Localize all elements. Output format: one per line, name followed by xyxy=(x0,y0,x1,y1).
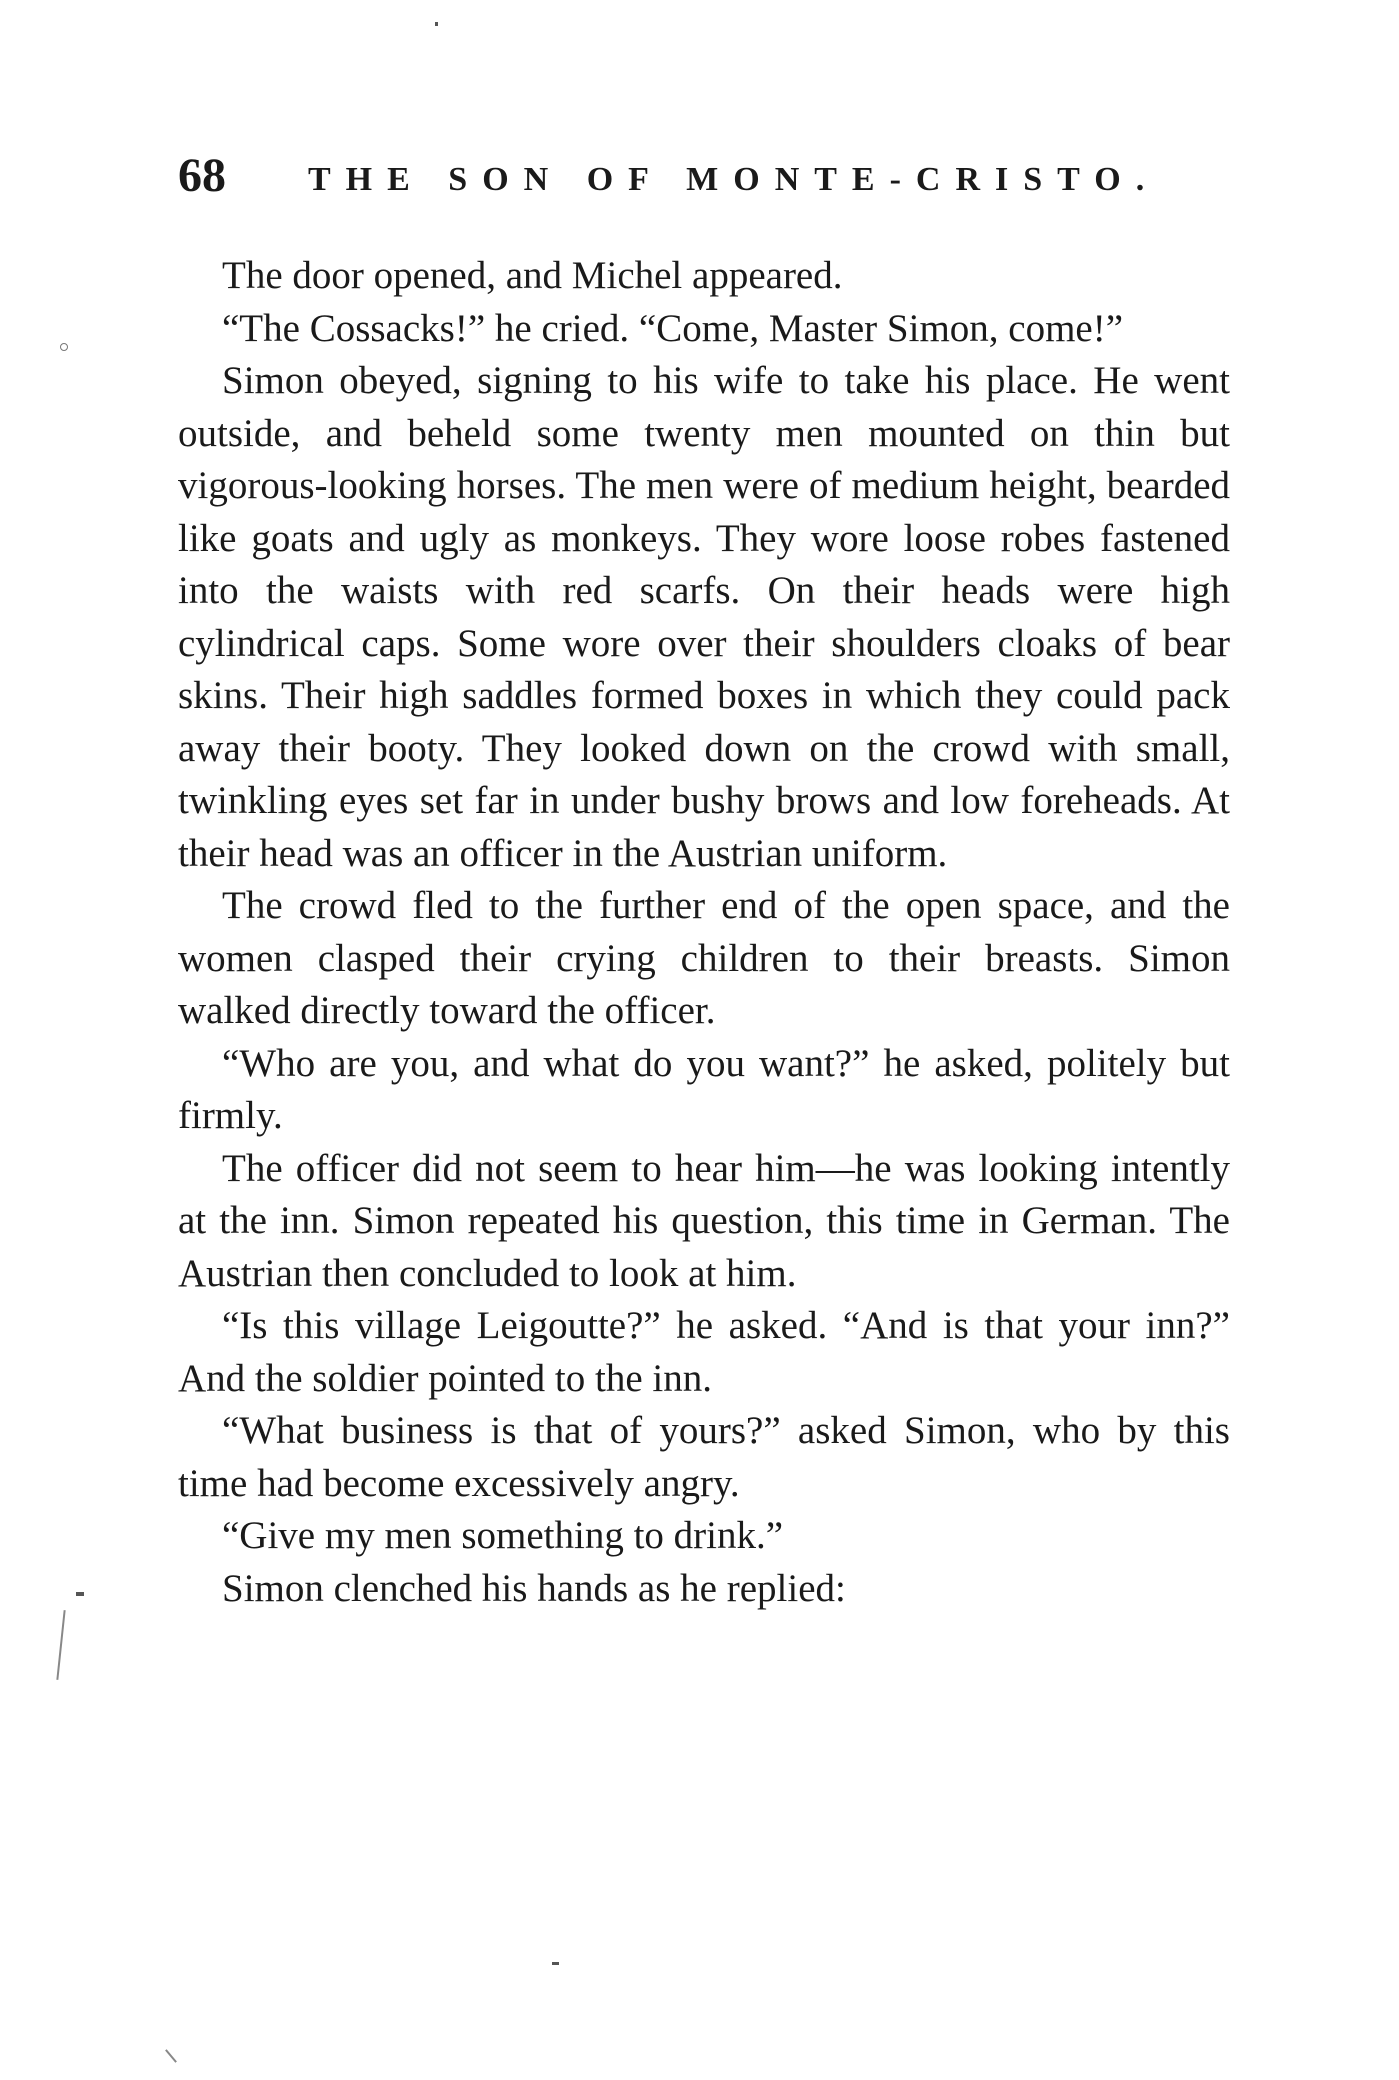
paragraph-crowd-flees: The crowd fled to the further end of the open space, and the women clasped their crying children to their breasts. Simon walked directly toward the officer. xyxy=(178,884,1230,1032)
scan-speck xyxy=(56,1610,65,1680)
paragraph-officer-ignores: The officer did not seem to hear him—he was looking intently at the inn. Simon repeated his question, this time in German. The Austrian then concluded to look at him. xyxy=(178,1146,1230,1295)
scan-speck xyxy=(435,22,438,26)
paragraph-simon-asks: “Who are you, and what do you want?” he asked, politely but firmly. xyxy=(178,1041,1230,1137)
scan-speck xyxy=(552,1962,559,1965)
scan-speck xyxy=(76,1592,84,1596)
book-title: THE SON OF MONTE-CRISTO. xyxy=(308,161,1160,198)
page-number: 68 xyxy=(178,149,226,202)
paragraph-drink-demand: “Give my men something to drink.” xyxy=(222,1514,784,1557)
scan-speck xyxy=(60,343,68,351)
body-text xyxy=(178,250,1230,1615)
paragraph-village-question: “Is this village Leigoutte?” he asked. “And is that your inn?” And the soldier pointed to the inn. xyxy=(178,1304,1230,1400)
paragraph-cossacks-description: Simon obeyed, signing to his wife to take his place. He went outside, and beheld some twenty men mounted on thin but vigorous-looking horses. The men were of medium height, bearded like goats and ugly as monkeys. They wore loose robes fastened into the waists with red scarfs. On their heads were high cylindrical caps. Some wore over their shoulders cloaks of bear skins. Their high saddles formed boxes in which they could pack away their booty. They looked down on the crowd with small, twinkling eyes set far in under bushy brows and low foreheads. At their head was an officer in the Austrian uniform. xyxy=(178,359,1230,875)
paragraph-simon-replies: Simon clenched his hands as he replied: xyxy=(222,1566,846,1610)
running-head xyxy=(178,146,1230,206)
paragraph-cossacks-cry: “The Cossacks!” he cried. “Come, Master Simon, come!” xyxy=(222,306,1124,350)
paragraph-simon-angry: “What business is that of yours?” asked Simon, who by this time had become excessively angry. xyxy=(178,1409,1230,1505)
paragraph-michel-appears: The door opened, and Michel appeared. xyxy=(222,254,843,297)
scan-speck xyxy=(165,2049,177,2063)
